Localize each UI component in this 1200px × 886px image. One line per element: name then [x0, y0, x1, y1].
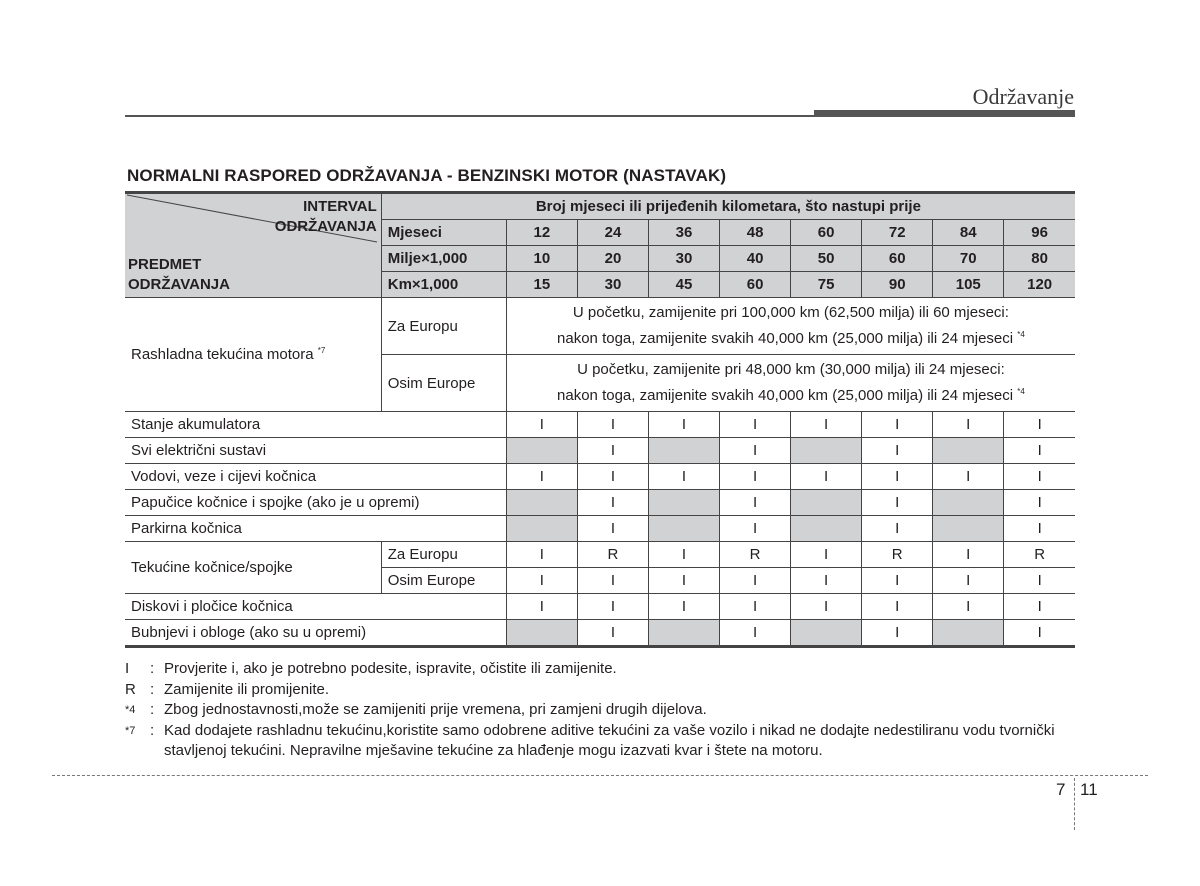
- schedule-cell: I: [720, 620, 791, 647]
- schedule-cell: I: [506, 542, 577, 568]
- note-separator: :: [150, 680, 155, 698]
- odrzavanja-label: ODRŽAVANJA: [274, 218, 377, 235]
- item-label: Svi električni sustavi: [125, 438, 506, 464]
- note-separator: :: [150, 701, 155, 718]
- coolant-item-label: [125, 298, 381, 412]
- header-accent-bar: [814, 110, 1075, 117]
- schedule-cell: I: [720, 412, 791, 438]
- schedule-cell: I: [577, 594, 648, 620]
- unit-value: 70: [933, 246, 1004, 272]
- note-text: Zbog jednostavnosti,može se zamijeniti prije vremena, pri zamjeni drugih dijelova.: [164, 701, 707, 718]
- unit-value: 15: [506, 272, 577, 298]
- schedule-cell: I: [577, 620, 648, 647]
- schedule-cell: [648, 490, 719, 516]
- item-label: Vodovi, veze i cijevi kočnica: [125, 464, 506, 490]
- unit-value: 120: [1004, 272, 1075, 298]
- schedule-cell: I: [791, 464, 862, 490]
- schedule-cell: I: [862, 620, 933, 647]
- unit-value: 36: [648, 220, 719, 246]
- schedule-cell: [933, 620, 1004, 647]
- schedule-cell: I: [720, 568, 791, 594]
- coolant-footnote-ref: *7: [317, 346, 326, 355]
- item-label: Bubnjevi i obloge (ako su u opremi): [125, 620, 506, 647]
- table-header-row: [125, 193, 1075, 220]
- schedule-cell: I: [862, 568, 933, 594]
- predmet-odrzavanja-label: ODRŽAVANJA: [128, 276, 230, 293]
- item-label: Stanje akumulatora: [125, 412, 506, 438]
- corner-predmet-label: [128, 255, 230, 295]
- table-row: [125, 438, 1075, 464]
- schedule-cell: I: [933, 594, 1004, 620]
- schedule-cell: I: [1004, 412, 1075, 438]
- footer-page-divider: [1074, 778, 1075, 830]
- schedule-cell: I: [577, 464, 648, 490]
- note-item: [125, 721, 1065, 762]
- schedule-cell: [791, 490, 862, 516]
- schedule-cell: [506, 620, 577, 647]
- table-row: [125, 620, 1075, 647]
- item-label: Papučice kočnice i spojke (ako je u opremi): [125, 490, 506, 516]
- schedule-cell: [791, 516, 862, 542]
- coolant-other-line1: U početku, zamijenite pri 48,000 km (30,000 milja) ili 24 mjeseci:: [577, 361, 1005, 378]
- schedule-cell: I: [506, 568, 577, 594]
- legend-notes: [125, 659, 1065, 762]
- schedule-cell: I: [862, 438, 933, 464]
- schedule-cell: R: [577, 542, 648, 568]
- chapter-number: 7: [1056, 780, 1066, 799]
- schedule-cell: [506, 438, 577, 464]
- unit-value: 60: [720, 272, 791, 298]
- coolant-label-text: Rashladna tekućina motora: [131, 346, 314, 363]
- unit-value: 30: [577, 272, 648, 298]
- interval-header: Broj mjeseci ili prijeđenih kilometara, što nastupi prije: [381, 193, 1075, 220]
- unit-label: Milje×1,000: [381, 246, 506, 272]
- schedule-cell: I: [720, 594, 791, 620]
- schedule-cell: I: [862, 516, 933, 542]
- note-separator: :: [150, 660, 155, 677]
- unit-value: 72: [862, 220, 933, 246]
- unit-value: 75: [791, 272, 862, 298]
- item-label: Diskovi i pločice kočnica: [125, 594, 506, 620]
- maintenance-schedule-table: [125, 191, 1075, 648]
- note-key: R: [125, 680, 136, 698]
- unit-value: 60: [862, 246, 933, 272]
- schedule-cell: [791, 620, 862, 647]
- unit-value: 30: [648, 246, 719, 272]
- note-key: *4: [125, 704, 136, 716]
- schedule-cell: I: [933, 464, 1004, 490]
- schedule-cell: R: [1004, 542, 1075, 568]
- unit-value: 90: [862, 272, 933, 298]
- predmet-label: PREDMET: [128, 256, 202, 273]
- unit-value: 48: [720, 220, 791, 246]
- unit-value: 60: [791, 220, 862, 246]
- unit-value: 45: [648, 272, 719, 298]
- schedule-cell: I: [720, 516, 791, 542]
- note-separator: :: [150, 721, 155, 739]
- schedule-cell: I: [577, 490, 648, 516]
- schedule-cell: I: [648, 412, 719, 438]
- schedule-cell: I: [933, 542, 1004, 568]
- note-key: I: [125, 660, 130, 677]
- schedule-cell: I: [862, 490, 933, 516]
- schedule-cell: I: [1004, 568, 1075, 594]
- unit-value: 40: [720, 246, 791, 272]
- schedule-cell: I: [1004, 490, 1075, 516]
- schedule-cell: I: [648, 568, 719, 594]
- coolant-other-note: [506, 355, 1075, 412]
- unit-value: 24: [577, 220, 648, 246]
- page-header-title: Održavanje: [972, 84, 1074, 109]
- unit-value: 80: [1004, 246, 1075, 272]
- note-key: *7: [125, 724, 136, 737]
- note-text: Provjerite i, ako je potrebno podesite, ispravite, očistite ili zamijenite.: [164, 660, 617, 677]
- schedule-cell: I: [648, 464, 719, 490]
- table-row: [125, 490, 1075, 516]
- schedule-cell: I: [720, 464, 791, 490]
- schedule-cell: [933, 516, 1004, 542]
- schedule-cell: I: [791, 542, 862, 568]
- unit-value: 105: [933, 272, 1004, 298]
- unit-value: 96: [1004, 220, 1075, 246]
- coolant-europe-line1: U početku, zamijenite pri 100,000 km (62,500 milja) ili 60 mjeseci:: [572, 304, 1009, 321]
- schedule-cell: [506, 516, 577, 542]
- schedule-cell: I: [791, 412, 862, 438]
- schedule-cell: I: [577, 516, 648, 542]
- schedule-cell: I: [791, 594, 862, 620]
- interval-label: INTERVAL: [303, 198, 377, 215]
- schedule-cell: R: [862, 542, 933, 568]
- schedule-cell: [506, 490, 577, 516]
- schedule-cell: I: [862, 464, 933, 490]
- region-label: Za Europu: [381, 542, 506, 568]
- schedule-cell: I: [1004, 594, 1075, 620]
- schedule-cell: [933, 438, 1004, 464]
- schedule-cell: I: [506, 412, 577, 438]
- table-row: [125, 516, 1075, 542]
- unit-label: Km×1,000: [381, 272, 506, 298]
- rows-group-b: [125, 594, 1075, 647]
- note-text: Kad dodajete rashladnu tekućinu,koristite samo odobrene aditive tekućini za vaše vozilo i nikad ne dodajte nedestiliranu vodu tvornički stavljenoj tekućini. Nepravilne mješavine tekućine za hlađenje mogu izazvati kvar i štete na motoru.: [164, 721, 1055, 759]
- section-title: NORMALNI RASPORED ODRŽAVANJA - BENZINSKI MOTOR (NASTAVAK): [127, 166, 727, 185]
- schedule-cell: [791, 438, 862, 464]
- schedule-cell: I: [577, 412, 648, 438]
- schedule-cell: I: [648, 594, 719, 620]
- schedule-cell: [648, 516, 719, 542]
- corner-interval-label: [275, 197, 377, 237]
- note-text: Zamijenite ili promijenite.: [164, 680, 330, 698]
- unit-value: 84: [933, 220, 1004, 246]
- unit-label: Mjeseci: [381, 220, 506, 246]
- unit-value: 20: [577, 246, 648, 272]
- table-row: [125, 594, 1075, 620]
- schedule-cell: I: [720, 490, 791, 516]
- table-row: [125, 464, 1075, 490]
- note-item: [125, 659, 1065, 680]
- schedule-cell: I: [1004, 620, 1075, 647]
- footnote-ref: *4: [1017, 330, 1025, 339]
- region-label: Osim Europe: [381, 355, 506, 412]
- schedule-cell: I: [933, 568, 1004, 594]
- schedule-cell: I: [1004, 438, 1075, 464]
- unit-value: 50: [791, 246, 862, 272]
- coolant-europe-note: [506, 298, 1075, 355]
- unit-value: 10: [506, 246, 577, 272]
- schedule-cell: I: [648, 542, 719, 568]
- brake-fluid-item-label: Tekućine kočnice/spojke: [125, 542, 381, 594]
- coolant-europe-line2: nakon toga, zamijenite svakih 40,000 km (25,000 milja) ili 24 mjeseci: [557, 330, 1014, 347]
- page-number: 11: [1080, 780, 1098, 799]
- schedule-cell: I: [1004, 516, 1075, 542]
- schedule-cell: R: [720, 542, 791, 568]
- item-label: Parkirna kočnica: [125, 516, 506, 542]
- schedule-cell: I: [791, 568, 862, 594]
- schedule-cell: I: [506, 594, 577, 620]
- schedule-cell: I: [933, 412, 1004, 438]
- schedule-cell: I: [720, 438, 791, 464]
- schedule-cell: I: [577, 568, 648, 594]
- unit-value: 12: [506, 220, 577, 246]
- schedule-cell: [648, 620, 719, 647]
- schedule-cell: [648, 438, 719, 464]
- region-label: Za Europu: [381, 298, 506, 355]
- schedule-cell: I: [506, 464, 577, 490]
- rows-group-brake-fluid: [125, 542, 1075, 594]
- footer-dashed-rule: [52, 775, 1148, 776]
- table-row-coolant-europe: [125, 298, 1075, 355]
- rows-group-a: [125, 412, 1075, 542]
- schedule-cell: [933, 490, 1004, 516]
- table-row: [125, 412, 1075, 438]
- table-corner-header: [125, 193, 381, 298]
- schedule-cell: I: [577, 438, 648, 464]
- region-label: Osim Europe: [381, 568, 506, 594]
- note-item: [125, 700, 1065, 721]
- table-row-brake-fluid-europe: [125, 542, 1075, 568]
- coolant-other-line2: nakon toga, zamijenite svakih 40,000 km (25,000 milja) ili 24 mjeseci: [557, 387, 1014, 404]
- footnote-ref: *4: [1017, 387, 1025, 396]
- schedule-cell: I: [862, 412, 933, 438]
- note-item: [125, 680, 1065, 701]
- schedule-cell: I: [862, 594, 933, 620]
- schedule-cell: I: [1004, 464, 1075, 490]
